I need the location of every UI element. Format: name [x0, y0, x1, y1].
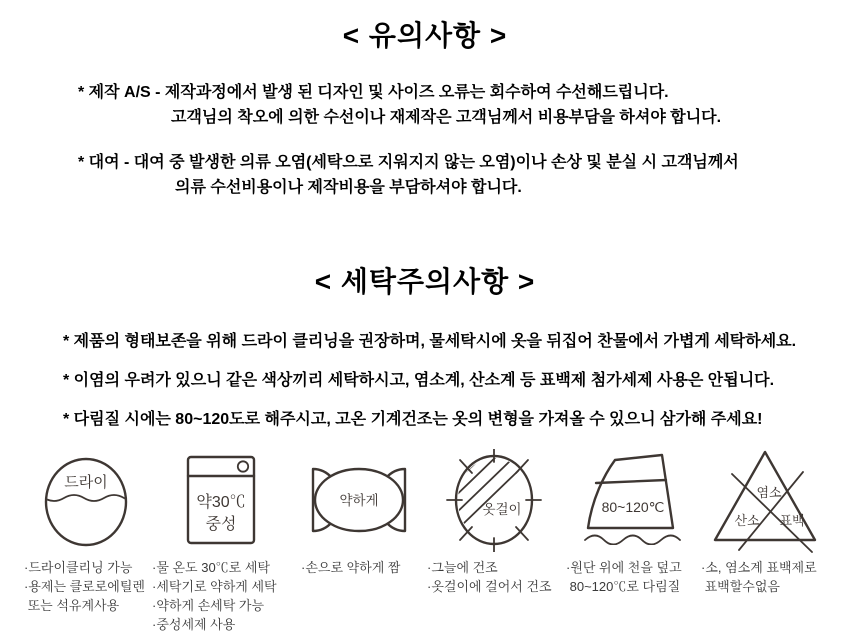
no-bleach-bleach-label: 표백: [779, 513, 805, 528]
machine-wash-caption: [152, 558, 277, 634]
repair-policy-line1: * 제작 A/S - 제작과정에서 발생 된 디자인 및 사이즈 오류는 회수하여 수선해드립니다.: [78, 84, 669, 101]
caption-line: ·물 온도 30℃로 세탁: [152, 560, 270, 575]
caption-line: ·약하게 손세탁 가능: [152, 598, 265, 613]
wring-caption: [301, 558, 400, 577]
rental-policy-paragraph: [78, 150, 739, 200]
caption-line: ·중성세제 사용: [152, 617, 236, 632]
caption-line: ·원단 위에 천을 덮고: [566, 560, 682, 575]
no-bleach-chlorine-label: 염소: [756, 485, 782, 500]
rental-policy-line2: 의류 수선비용이나 제작비용을 부담하셔야 합니다.: [175, 179, 522, 196]
no-bleach-oxygen-label: 산소: [734, 513, 760, 528]
no-bleach-caption: [701, 558, 817, 596]
shade-dry-icon: [444, 449, 544, 552]
caption-line: ·옷걸이에 걸어서 건조: [427, 579, 552, 594]
dry-clean-caption: [24, 558, 145, 615]
caption-line: ·용제는 클로로에틸렌: [24, 579, 145, 594]
dry-clean-icon-label: 드라이: [64, 474, 108, 491]
caption-line: 표백할수없음: [701, 579, 780, 594]
repair-policy-paragraph: [78, 80, 721, 130]
iron-temp-label: 80~120℃: [601, 499, 665, 515]
caption-line: 80~120℃로 다림질: [566, 579, 681, 594]
washing-bullet-list: [63, 331, 796, 448]
dry-clean-icon: [44, 457, 128, 547]
machine-wash-temp-label: 약30℃: [196, 494, 246, 511]
repair-policy-line2: 고객님의 착오에 의한 수선이나 재제작은 고객님께서 비용부담을 하셔야 합니다.: [171, 109, 722, 126]
rental-policy-line1: * 대여 - 대여 중 발생한 의류 오염(세탁으로 지워지지 않는 오염)이나 손상 및 분실 시 고객님께서: [78, 154, 739, 171]
shade-dry-icon-label: 옷걸이: [482, 502, 522, 517]
caption-line: 또는 석유계사용: [24, 598, 120, 613]
caption-line: ·그늘에 건조: [427, 560, 498, 575]
washing-bullet: * 제품의 형태보존을 위해 드라이 클리닝을 권장하며, 물세탁시에 옷을 뒤집어 찬물에서 가볍게 세탁하세요.: [63, 333, 797, 350]
no-bleach-icon: [708, 447, 822, 557]
caption-line: ·손으로 약하게 짬: [301, 560, 401, 575]
iron-icon: [582, 453, 684, 545]
wring-icon-label: 약하게: [339, 493, 379, 508]
washing-precautions-title: < 세탁주의사항 >: [314, 266, 536, 297]
machine-wash-icon: [186, 455, 256, 545]
washing-bullet: * 이염의 우려가 있으니 같은 색상끼리 세탁하시고, 염소계, 산소계 등 표백제 첨가세제 사용은 안됩니다.: [63, 372, 775, 389]
shade-dry-caption: [427, 558, 552, 596]
caption-line: ·소, 염소계 표백제로: [701, 560, 817, 575]
machine-wash-neutral-label: 중성: [205, 516, 237, 533]
precautions-title: < 유의사항 >: [342, 20, 508, 51]
caption-line: ·세탁기로 약하게 세탁: [152, 579, 277, 594]
caption-line: ·드라이클리닝 가능: [24, 560, 133, 575]
washing-bullet: * 다림질 시에는 80~120도로 해주시고, 고온 기계건조는 옷의 변형을 가져올 수 있으니 삼가해 주세요!: [63, 411, 763, 428]
iron-caption: [566, 558, 682, 596]
wring-icon: [300, 467, 418, 533]
